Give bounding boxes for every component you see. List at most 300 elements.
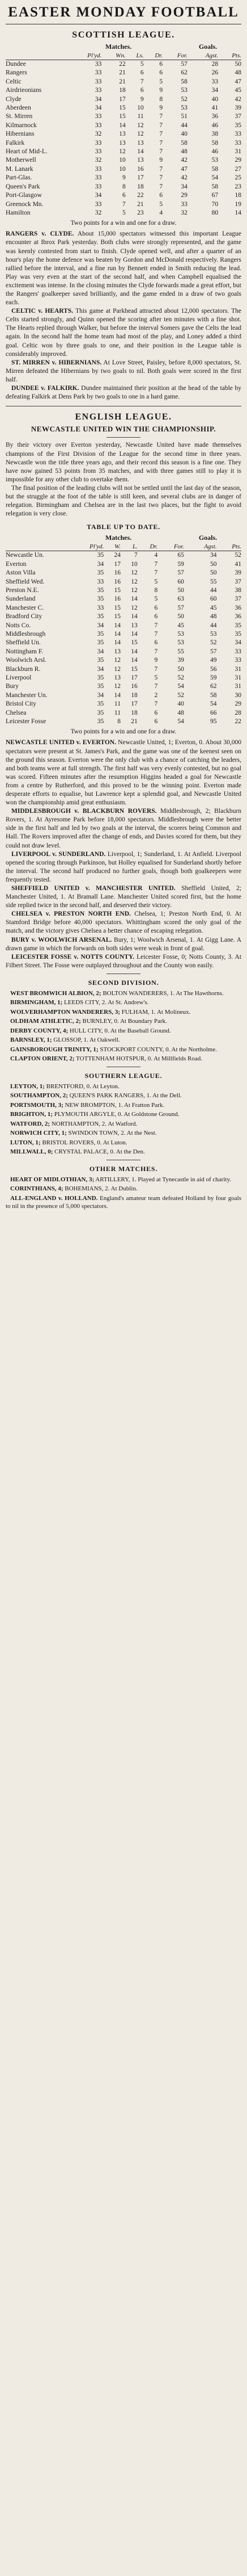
table-row	[6, 630, 241, 639]
stat-cell: 55	[210, 578, 217, 585]
stat-cell: 49	[210, 657, 217, 664]
stat-cell: 13	[131, 622, 138, 629]
stat-cell: 33	[235, 657, 241, 664]
stat-cell: 8	[117, 718, 121, 725]
match-report	[6, 936, 241, 953]
stat-cell: 34	[181, 183, 188, 190]
match-title: CHELSEA v. PRESTON NORTH END.	[11, 911, 131, 918]
stat-cell: 9	[122, 174, 126, 182]
stat-cell: 13	[114, 648, 121, 655]
result-line	[6, 998, 241, 1007]
stat-cell: 35	[97, 613, 104, 620]
stat-cell: 9	[154, 657, 158, 664]
stat-cell: 6	[154, 604, 158, 611]
stat-cell: 4	[159, 209, 163, 216]
english-table-note: Two points for a win and one for a draw.	[70, 728, 177, 736]
table-row	[6, 174, 241, 182]
stat-cell: 31	[235, 674, 241, 681]
match-title: NEWCASTLE UNITED v. EVERTON.	[6, 739, 116, 746]
team-name: Hibernians	[6, 131, 35, 138]
stat-cell: 5	[154, 595, 158, 603]
stat-cell: 58	[211, 165, 219, 173]
stat-cell: 36	[211, 113, 219, 120]
match-title: SHEFFIELD UNITED v. MANCHESTER UNITED.	[11, 885, 176, 892]
stat-cell: 22	[235, 718, 241, 725]
stat-cell: 29	[235, 157, 241, 164]
stat-cell: 13	[137, 157, 144, 164]
stat-cell: 42	[235, 95, 241, 103]
result-line	[6, 1194, 241, 1211]
team-name: Chelsea	[6, 709, 27, 716]
stat-cell: 50	[177, 665, 184, 673]
match-text: Leicester Fosse, 0; Notts County, 3. At Filbert Street. The Fosse were outplayed throughout and the County won easily.	[6, 953, 242, 969]
result-text: England's amateur team defeated Holland by four goals to nil in the presence of 5,000 spectators.	[6, 1194, 242, 1210]
page-title: EASTER MONDAY FOOTBALL	[8, 5, 239, 20]
result-text: LEEDS CITY, 2. At St. Andrew's.	[64, 999, 149, 1006]
table-row	[6, 622, 241, 630]
stat-cell: 50	[177, 613, 184, 620]
column-header: W.	[104, 543, 121, 551]
stat-cell: 33	[235, 648, 241, 655]
stat-cell: 13	[119, 139, 126, 146]
team-name: Rangers	[6, 69, 27, 77]
stat-cell: 35	[97, 674, 104, 681]
team-name: Manchester C.	[6, 604, 44, 611]
team-name: St. Mirren	[6, 113, 33, 120]
result-team: BARNSLEY, 1;	[10, 1037, 52, 1044]
stat-cell: 52	[181, 95, 188, 103]
table-row	[6, 604, 241, 612]
stat-cell: 62	[181, 69, 188, 77]
scottish-table-body	[6, 60, 241, 218]
stat-cell: 47	[235, 78, 241, 85]
stat-cell: 34	[235, 639, 241, 647]
other-matches-results	[6, 1176, 241, 1211]
stat-cell: 45	[177, 622, 184, 629]
stat-cell: 25	[235, 174, 241, 182]
stat-cell: 58	[211, 183, 219, 190]
stat-cell: 14	[137, 148, 144, 156]
table-row	[6, 86, 241, 95]
stat-cell: 31	[235, 665, 241, 673]
table-row	[6, 148, 241, 156]
table-row	[6, 112, 241, 121]
team-name: Bristol City	[6, 700, 36, 708]
intro-paragraph: By their victory over Everton yesterday, Newcastle United have made themselves champions of the First Division of the League for the second time in three years. Newcastle won the title three years ago, and their record this season is a fine one. They have now gained 53 points from 35 matches, and with three games still to play it is impossible for any other club to overtake them.	[6, 442, 241, 483]
result-team: CORINTHIANS, 4;	[10, 1185, 63, 1193]
stat-cell: 58	[181, 78, 188, 85]
stat-cell: 46	[211, 148, 219, 156]
match-text: Dundee maintained their position at the head of the table by defeating Falkirk at Dens Park by two goals to one in a hard game.	[6, 385, 242, 401]
team-name: Woolwich Arsl.	[6, 657, 46, 664]
english-league-table	[6, 543, 241, 726]
result-text: QUEEN'S PARK RANGERS, 1. At the Dell.	[69, 1092, 182, 1100]
result-line	[6, 989, 241, 998]
stat-cell: 46	[211, 121, 219, 129]
stat-cell: 39	[235, 104, 241, 112]
table-row	[6, 569, 241, 577]
result-text: BOLTON WANDERERS, 1. At The Hawthorns.	[103, 989, 224, 997]
stat-cell: 28	[211, 61, 219, 68]
column-header: For.	[157, 543, 184, 551]
match-report	[6, 910, 241, 935]
table-row	[6, 718, 241, 726]
second-division-heading: SECOND DIVISION.	[88, 978, 159, 987]
stat-cell: 24	[114, 552, 121, 559]
stat-cell: 33	[95, 78, 102, 85]
stat-cell: 37	[235, 113, 241, 120]
stat-cell: 21	[119, 78, 126, 85]
table-row	[6, 612, 241, 621]
stat-cell: 15	[131, 665, 138, 673]
stat-cell: 35	[235, 630, 241, 637]
stat-cell: 44	[210, 622, 217, 629]
result-text: PLYMOUTH ARGYLE, 0. At Goldstone Ground.	[54, 1111, 180, 1118]
stat-cell: 9	[159, 157, 163, 164]
stat-cell: 6	[140, 87, 144, 94]
table-row	[6, 560, 241, 569]
stat-cell: 6	[154, 718, 158, 725]
team-name: Liverpool	[6, 674, 32, 681]
column-header: Pts.	[217, 543, 242, 551]
result-team: GAINSBOROUGH TRINITY, 1;	[10, 1046, 99, 1053]
stat-cell: 33	[97, 604, 104, 611]
team-name: Airdrieonians	[6, 87, 42, 94]
stat-cell: 12	[114, 665, 121, 673]
stat-cell: 63	[177, 595, 184, 603]
match-title: CELTIC v. HEARTS.	[11, 308, 74, 315]
stat-cell: 58	[211, 139, 219, 146]
team-name: Everton	[6, 560, 27, 568]
stat-cell: 32	[95, 157, 102, 164]
stat-cell: 17	[131, 700, 138, 708]
stat-cell: 15	[119, 113, 126, 120]
result-team: OLDHAM ATHLETIC, 2;	[10, 1018, 81, 1025]
match-report	[6, 807, 241, 850]
stat-cell: 12	[119, 148, 126, 156]
stat-cell: 33	[95, 139, 102, 146]
table-row	[6, 656, 241, 665]
table-row	[6, 191, 241, 200]
stat-cell: 15	[131, 639, 138, 647]
stat-cell: 50	[235, 61, 241, 68]
table-row	[6, 709, 241, 718]
english-header-row	[6, 543, 241, 551]
stat-cell: 15	[114, 604, 121, 611]
result-line	[6, 1120, 241, 1128]
stat-cell: 6	[159, 192, 163, 199]
stat-cell: 14	[131, 657, 138, 664]
stat-cell: 2	[154, 691, 158, 699]
stat-cell: 7	[122, 200, 126, 208]
stat-cell: 19	[235, 200, 241, 208]
result-text: SWINDON TOWN, 2. At the Nest.	[68, 1130, 157, 1137]
stat-cell: 5	[154, 578, 158, 585]
match-text: About 15,000 spectators witnessed this important League encounter at Ibrox Park yesterday. Both clubs were strongly represented, and the game was keenly contested from start to finish. Clyde opened well, and after a quarter of an hour's play the home defence was beaten by Gordon and McDonald respectively. Rangers rallied before the interval, and a fine run by Bennett ended in Smith reducing the lead. Play was very even at the start of the second half, and when Campbell equalised the excitement was intense. In the closing minutes the Clyde forwards made a great effort, but the Rangers' goalkeeper saved brilliantly, and the game ended in a draw of two goals each.	[6, 230, 241, 307]
table-row	[6, 95, 241, 104]
result-line	[6, 1129, 241, 1138]
stat-cell: 39	[177, 657, 184, 664]
stat-cell: 35	[97, 630, 104, 637]
team-name: Dundee	[6, 61, 26, 68]
column-header	[6, 52, 67, 60]
result-text: BOHEMIANS, 2. At Dublin.	[65, 1185, 138, 1193]
match-title: MIDDLESBROUGH v. BLACKBURN ROVERS.	[11, 808, 157, 815]
stat-cell: 35	[97, 718, 104, 725]
stat-cell: 60	[177, 578, 184, 585]
match-title: LEICESTER FOSSE v. NOTTS COUNTY.	[11, 953, 135, 960]
stat-cell: 34	[210, 552, 217, 559]
result-text: FULHAM, 1. At Molineux.	[121, 1008, 191, 1016]
stat-cell: 5	[140, 61, 144, 68]
stat-cell: 13	[114, 674, 121, 681]
stat-cell: 14	[114, 639, 121, 647]
match-text: Middlesbrough, 2; Blackburn Rovers, 1. At Ayresome Park before 18,000 spectators. Middlesbrough were the better side in the first half and led by two goals at the interval, the scorers being Common and Hall. The Rovers improved after the change of ends, and Davies scored for them, but they could not draw level.	[6, 808, 242, 849]
stat-cell: 10	[119, 165, 126, 173]
stat-cell: 13	[137, 139, 144, 146]
team-name: Falkirk	[6, 139, 25, 146]
intro-paragraph: The final position of the leading clubs will not be settled until the last day of the season, but the struggle at the foot of the table is still keen, and several clubs are in danger of relegation. Birmingham and Chelsea are in the last two places, but the fight to avoid relegation is very close.	[6, 484, 241, 518]
table-row	[6, 595, 241, 603]
stat-cell: 12	[131, 604, 138, 611]
column-header: Agst.	[184, 543, 217, 551]
stat-cell: 9	[140, 95, 144, 103]
stat-cell: 16	[131, 683, 138, 690]
stat-cell: 38	[211, 131, 219, 138]
stat-cell: 7	[154, 665, 158, 673]
stat-cell: 32	[181, 209, 188, 216]
result-team: MILLWALL, 0;	[10, 1148, 53, 1156]
stat-cell: 26	[211, 69, 219, 77]
stat-cell: 29	[235, 700, 241, 708]
match-text: At Love Street, Paisley, before 8,000 spectators, St. Mirren defeated the Hibernians by two goals to nil. Both goals were scored in the first half.	[6, 359, 241, 383]
stat-cell: 10	[119, 157, 126, 164]
stat-cell: 10	[137, 104, 144, 112]
stat-cell: 54	[210, 700, 217, 708]
stat-cell: 33	[95, 174, 102, 182]
scottish-league-table	[6, 52, 241, 217]
stat-cell: 67	[211, 192, 219, 199]
stat-cell: 35	[97, 657, 104, 664]
team-name: Heart of Mid-L.	[6, 148, 48, 156]
result-line	[6, 1139, 241, 1147]
stat-cell: 16	[137, 165, 144, 173]
column-header: L.	[121, 543, 138, 551]
second-division-results	[6, 989, 241, 1063]
stat-cell: 53	[181, 104, 188, 112]
result-team: DERBY COUNTY, 4;	[10, 1027, 69, 1034]
stat-cell: 33	[95, 61, 102, 68]
scottish-group-goals: Goals.	[198, 43, 218, 51]
team-name: Port-Glasgow	[6, 192, 42, 199]
stat-cell: 41	[211, 104, 219, 112]
stat-cell: 52	[210, 639, 217, 647]
result-line	[6, 1148, 241, 1156]
result-text: GLOSSOP, 1. At Oakwell.	[53, 1037, 120, 1044]
table-row	[6, 578, 241, 586]
stat-cell: 33	[97, 578, 104, 585]
stat-cell: 9	[159, 87, 163, 94]
stat-cell: 7	[159, 183, 163, 190]
other-matches-heading: OTHER MATCHES.	[89, 1164, 158, 1173]
result-team: HEART OF MIDLOTHIAN, 3;	[10, 1176, 95, 1183]
team-name: Motherwell	[6, 157, 36, 164]
stat-cell: 16	[114, 569, 121, 577]
result-team: BIRMINGHAM, 1;	[10, 999, 63, 1006]
match-report	[6, 850, 241, 884]
result-text: BRENTFORD, 0. At Leyton.	[46, 1083, 120, 1090]
stat-cell: 36	[235, 613, 241, 620]
match-title: DUNDEE v. FALKIRK.	[11, 385, 79, 392]
stat-cell: 28	[235, 709, 241, 716]
stat-cell: 13	[119, 131, 126, 138]
stat-cell: 34	[95, 192, 102, 199]
team-name: Preston N.E.	[6, 586, 39, 594]
result-line	[6, 1027, 241, 1035]
stat-cell: 17	[137, 174, 144, 182]
stat-cell: 34	[95, 95, 102, 103]
scottish-table-note: Two points for a win and one for a draw.	[70, 220, 177, 227]
result-line	[6, 1110, 241, 1119]
team-name: Blackburn R.	[6, 665, 41, 673]
stat-cell: 12	[114, 657, 121, 664]
stat-cell: 12	[131, 578, 138, 585]
stat-cell: 62	[210, 683, 217, 690]
stat-cell: 40	[177, 700, 184, 708]
stat-cell: 34	[97, 648, 104, 655]
stat-cell: 14	[114, 630, 121, 637]
stat-cell: 33	[95, 183, 102, 190]
stat-cell: 34	[97, 665, 104, 673]
stat-cell: 29	[181, 192, 188, 199]
stat-cell: 33	[235, 139, 241, 146]
stat-cell: 7	[159, 131, 163, 138]
result-team: WEST BROMWICH ALBION, 2;	[10, 989, 101, 997]
result-team: SOUTHAMPTON, 2;	[10, 1092, 68, 1100]
stat-cell: 65	[177, 552, 184, 559]
match-text: Newcastle United, 1; Everton, 0. About 30,000 spectators were present at St. James's Park, and the game was one of the keenest seen on the ground this season. Everton were the only club with a chance of catching the leaders, and both teams were at full strength. The first half was very evenly contested, but no goal was scored. Fifteen minutes after the resumption Higgins headed a goal for Newcastle from a centre by Rutherford, and this proved to be the winning point. Everton made desperate efforts to equalise, but Lawrence kept a splendid goal, and Newcastle United won the championship amid great enthusiasm.	[6, 739, 242, 807]
stat-cell: 8	[154, 586, 158, 594]
stat-cell: 45	[235, 87, 241, 94]
table-row	[6, 691, 241, 700]
short-rule	[107, 437, 140, 438]
stat-cell: 6	[159, 61, 163, 68]
stat-cell: 7	[159, 139, 163, 146]
result-team: WATFORD, 2;	[10, 1120, 50, 1127]
team-name: Queen's Park	[6, 183, 40, 190]
stat-cell: 60	[210, 595, 217, 603]
result-text: NORTHAMPTON, 2. At Watford.	[51, 1120, 138, 1127]
english-intro	[6, 441, 241, 518]
result-line	[6, 1055, 241, 1063]
stat-cell: 54	[177, 683, 184, 690]
stat-cell: 5	[159, 200, 163, 208]
stat-cell: 35	[235, 121, 241, 129]
stat-cell: 7	[159, 113, 163, 120]
stat-cell: 21	[131, 718, 138, 725]
match-report	[6, 739, 241, 807]
scottish-table-head	[6, 52, 241, 60]
stat-cell: 33	[95, 148, 102, 156]
stat-cell: 14	[131, 613, 138, 620]
stat-cell: 7	[154, 630, 158, 637]
stat-cell: 15	[114, 586, 121, 594]
match-report	[6, 230, 241, 307]
match-report	[6, 884, 241, 910]
table-row	[6, 104, 241, 112]
stat-cell: 7	[159, 148, 163, 156]
team-name: Sheffield Wed.	[6, 578, 45, 585]
stat-cell: 53	[181, 87, 188, 94]
result-team: PORTSMOUTH, 3;	[10, 1101, 63, 1109]
table-row	[6, 551, 241, 560]
stat-cell: 7	[154, 569, 158, 577]
column-header: Dr.	[138, 543, 158, 551]
stat-cell: 35	[97, 552, 104, 559]
southern-league-results	[6, 1083, 241, 1156]
team-name: Leicester Fosse	[6, 718, 46, 725]
result-line	[6, 1017, 241, 1026]
match-text: This game at Parkhead attracted about 12,000 spectators. The Celts started strongly, and Quinn opened the scoring after ten minutes with a fine shot. The Hearts replied through Walker, but before the interval Somers gave the Celts the lead again. In the second half the home team had most of the play, and Loney added a third goal. Celtic won by three goals to one, and their position in the League table is considerably improved.	[6, 308, 241, 358]
stat-cell: 21	[119, 69, 126, 77]
column-header: Wn.	[101, 52, 125, 60]
scottish-table-group-head	[6, 43, 241, 51]
stat-cell: 17	[131, 674, 138, 681]
stat-cell: 33	[95, 69, 102, 77]
column-header: Pl'yd.	[67, 52, 101, 60]
stat-cell: 7	[159, 174, 163, 182]
stat-cell: 33	[181, 200, 188, 208]
stat-cell: 41	[235, 560, 241, 568]
team-name: Hamilton	[6, 209, 31, 216]
column-header: Pts.	[218, 52, 241, 60]
english-table-heading: TABLE UP TO DATE.	[86, 523, 161, 531]
stat-cell: 18	[137, 183, 144, 190]
stat-cell: 6	[140, 69, 144, 77]
result-text: HULL CITY, 0. At the Baseball Ground.	[69, 1027, 171, 1034]
stat-cell: 11	[114, 700, 121, 708]
stat-cell: 12	[137, 131, 144, 138]
stat-cell: 23	[137, 209, 144, 216]
table-row	[6, 200, 241, 209]
team-name: Clyde	[6, 95, 22, 103]
stat-cell: 57	[181, 61, 188, 68]
stat-cell: 12	[131, 586, 138, 594]
stat-cell: 44	[181, 121, 188, 129]
stat-cell: 50	[177, 586, 184, 594]
stat-cell: 7	[154, 622, 158, 629]
stat-cell: 66	[210, 709, 217, 716]
english-table-body	[6, 551, 241, 727]
stat-cell: 14	[131, 648, 138, 655]
table-row	[6, 700, 241, 708]
result-line	[6, 1092, 241, 1100]
table-row	[6, 665, 241, 674]
result-team: WOLVERHAMPTON WANDERERS, 3;	[10, 1008, 120, 1016]
match-title: BURY v. WOOLWICH ARSENAL.	[11, 936, 112, 943]
stat-cell: 8	[122, 183, 126, 190]
stat-cell: 22	[119, 61, 126, 68]
stat-cell: 10	[131, 560, 138, 568]
result-line	[6, 1176, 241, 1184]
stat-cell: 33	[95, 113, 102, 120]
match-report	[6, 953, 241, 970]
result-team: NORWICH CITY, 1;	[10, 1130, 67, 1137]
team-name: Bury	[6, 683, 19, 690]
team-name: Bradford City	[6, 613, 42, 620]
stat-cell: 52	[235, 552, 241, 559]
stat-cell: 17	[114, 560, 121, 568]
